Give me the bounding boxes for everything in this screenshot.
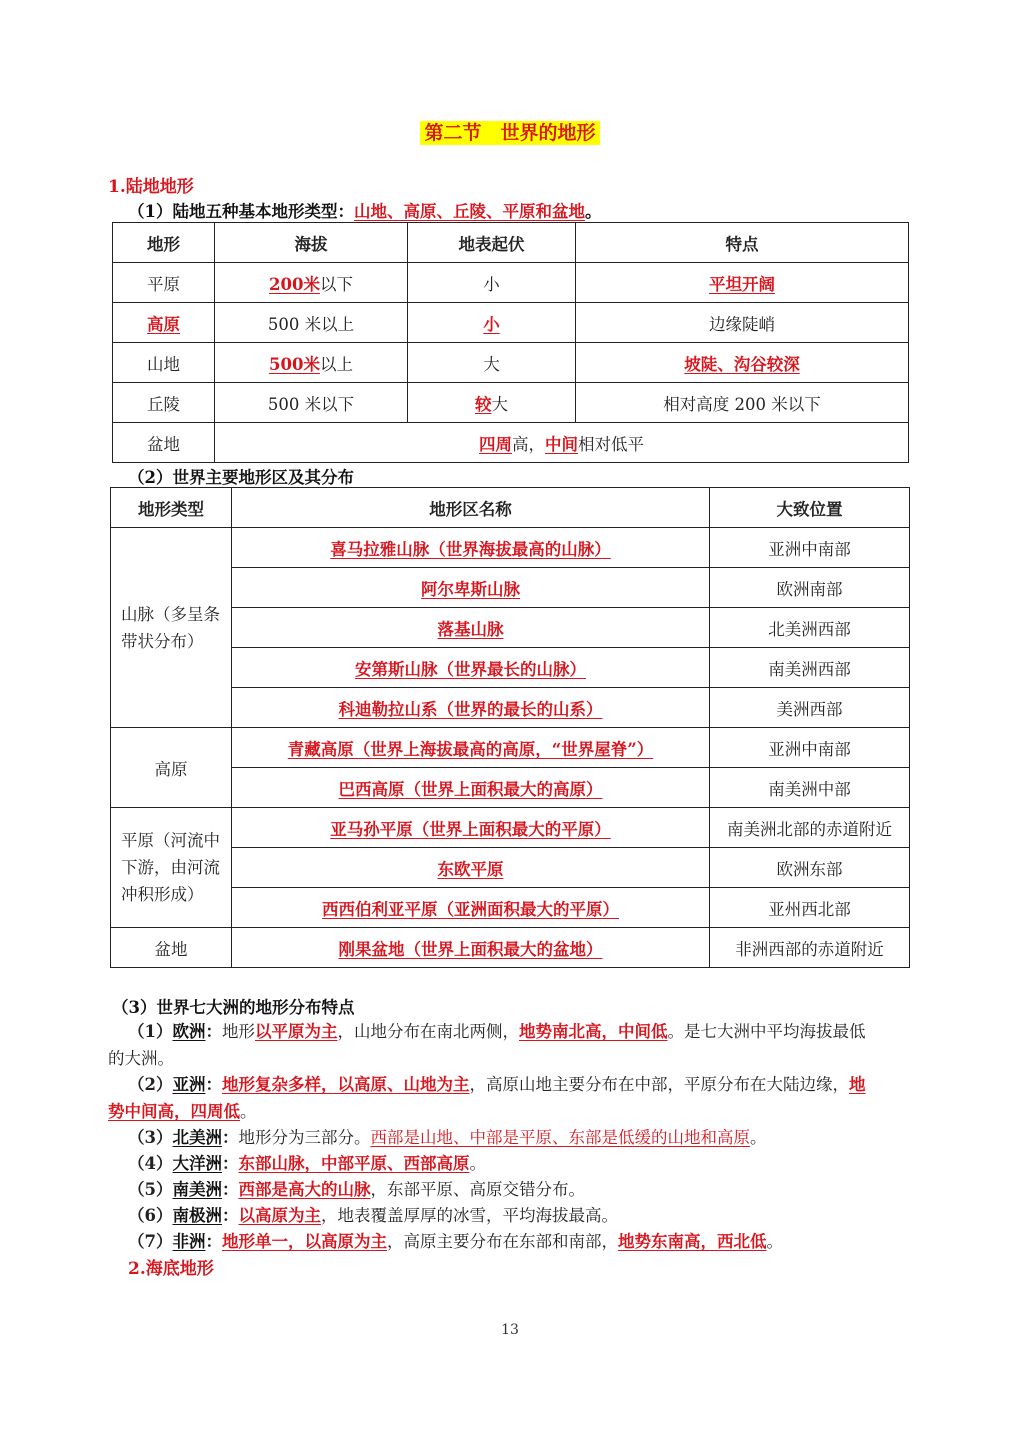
cell-relief: 较大 xyxy=(408,383,576,423)
section-heading-land: 1.陆地地形 xyxy=(108,177,194,197)
sub1-suffix: 。 xyxy=(584,202,602,221)
landform-regions-table xyxy=(110,487,910,968)
cell-altitude: 500 米以下 xyxy=(215,383,408,423)
cell-region-name: 巴西高原（世界上面积最大的高原） xyxy=(232,768,710,808)
landform-types-table xyxy=(112,222,909,463)
col-header: 特点 xyxy=(576,223,909,263)
paragraph-africa: （7）非洲：地形单一，以高原为主，高原主要分布在东部和南部，地势东南高，西北低。 xyxy=(128,1232,783,1251)
col-header: 海拔 xyxy=(215,223,408,263)
cell-relief: 小 xyxy=(408,263,576,303)
cell-location: 北美洲西部 xyxy=(710,608,910,648)
cell-relief: 小 xyxy=(408,303,576,343)
col-header: 大致位置 xyxy=(710,488,910,528)
cell-region-name: 安第斯山脉（世界最长的山脉） xyxy=(232,648,710,688)
section-heading-seafloor: 2.海底地形 xyxy=(128,1259,214,1279)
cell-region-name: 亚马孙平原（世界上面积最大的平原） xyxy=(232,808,710,848)
table-row xyxy=(113,343,909,383)
cell-type-basin: 盆地 xyxy=(111,928,232,968)
paragraph-north-america: （3）北美洲：地形分为三部分。西部是山地、中部是平原、东部是低缓的山地和高原。 xyxy=(128,1128,767,1147)
cell-altitude: 500 米以上 xyxy=(215,303,408,343)
cell-region-name: 落基山脉 xyxy=(232,608,710,648)
table-row xyxy=(111,528,910,568)
cell-type-mountains: 山脉（多呈条带状分布） xyxy=(111,528,232,728)
cell-location: 欧洲东部 xyxy=(710,848,910,888)
cell-terrain: 丘陵 xyxy=(113,383,215,423)
col-header: 地表起伏 xyxy=(408,223,576,263)
cell-location: 亚洲中南部 xyxy=(710,728,910,768)
table-row xyxy=(111,728,910,768)
page-title xyxy=(0,118,1020,145)
paragraph-antarctica: （6）南极洲：以高原为主，地表覆盖厚厚的冰雪，平均海拔最高。 xyxy=(128,1206,618,1225)
cell-location: 南美洲北部的赤道附近 xyxy=(710,808,910,848)
cell-type-plateau: 高原 xyxy=(111,728,232,808)
cell-feature: 平坦开阔 xyxy=(576,263,909,303)
table-header-row xyxy=(113,223,909,263)
col-header: 地形类型 xyxy=(111,488,232,528)
col-header: 地形区名称 xyxy=(232,488,710,528)
cell-location: 美洲西部 xyxy=(710,688,910,728)
cell-terrain: 高原 xyxy=(113,303,215,343)
cell-basin-desc: 四周高，中间相对低平 xyxy=(215,423,909,463)
cell-region-name: 喜马拉雅山脉（世界海拔最高的山脉） xyxy=(232,528,710,568)
cell-feature: 坡陡、沟谷较深 xyxy=(576,343,909,383)
col-header: 地形 xyxy=(113,223,215,263)
subheading-major-regions: （2）世界主要地形区及其分布 xyxy=(128,468,354,487)
cell-region-name: 西西伯利亚平原（亚洲面积最大的平原） xyxy=(232,888,710,928)
cell-region-name: 阿尔卑斯山脉 xyxy=(232,568,710,608)
cell-region-name: 青藏高原（世界上海拔最高的高原，“世界屋脊”） xyxy=(232,728,710,768)
cell-altitude: 500米以上 xyxy=(215,343,408,383)
paragraph-south-america: （5）南美洲：西部是高大的山脉，东部平原、高原交错分布。 xyxy=(128,1180,585,1199)
cell-location: 南美洲西部 xyxy=(710,648,910,688)
cell-region-name: 科迪勒拉山系（世界的最长的山系） xyxy=(232,688,710,728)
cell-location: 非洲西部的赤道附近 xyxy=(710,928,910,968)
cell-terrain: 山地 xyxy=(113,343,215,383)
table-row xyxy=(113,423,909,463)
paragraph-asia: （2）亚洲：地形复杂多样，以高原、山地为主，高原山地主要分布在中部，平原分布在大陆边缘，地 势中间高，四周低。 xyxy=(108,1075,866,1121)
paragraph-europe: （1）欧洲：地形以平原为主，山地分布在南北两侧，地势南北高，中间低。是七大洲中平均海拔最低 的大洲。 xyxy=(108,1022,866,1068)
table-header-row xyxy=(111,488,910,528)
cell-region-name: 东欧平原 xyxy=(232,848,710,888)
table-row xyxy=(111,808,910,848)
cell-location: 亚洲中南部 xyxy=(710,528,910,568)
paragraph-oceania: （4）大洋洲：东部山脉，中部平原、西部高原。 xyxy=(128,1154,486,1173)
table-row xyxy=(113,263,909,303)
cell-type-plain: 平原（河流中下游，由河流冲积形成） xyxy=(111,808,232,928)
title-text: 第二节 世界的地形 xyxy=(420,121,599,145)
table-row xyxy=(111,928,910,968)
cell-location: 南美洲中部 xyxy=(710,768,910,808)
sub1-prefix: （1）陆地五种基本地形类型： xyxy=(128,202,354,221)
cell-relief: 大 xyxy=(408,343,576,383)
cell-region-name: 刚果盆地（世界上面积最大的盆地） xyxy=(232,928,710,968)
sub1-highlight: 山地、高原、丘陵、平原和盆地 xyxy=(353,202,585,221)
cell-terrain: 盆地 xyxy=(113,423,215,463)
cell-location: 亚州西北部 xyxy=(710,888,910,928)
cell-feature: 边缘陡峭 xyxy=(576,303,909,343)
cell-feature: 相对高度 200 米以下 xyxy=(576,383,909,423)
table-row xyxy=(113,383,909,423)
subheading-continents: （3）世界七大洲的地形分布特点 xyxy=(112,998,355,1017)
cell-altitude: 200米以下 xyxy=(215,263,408,303)
subheading-five-types xyxy=(128,198,601,222)
cell-terrain: 平原 xyxy=(113,263,215,303)
cell-location: 欧洲南部 xyxy=(710,568,910,608)
table-row xyxy=(113,303,909,343)
page-number: 13 xyxy=(501,1322,519,1338)
